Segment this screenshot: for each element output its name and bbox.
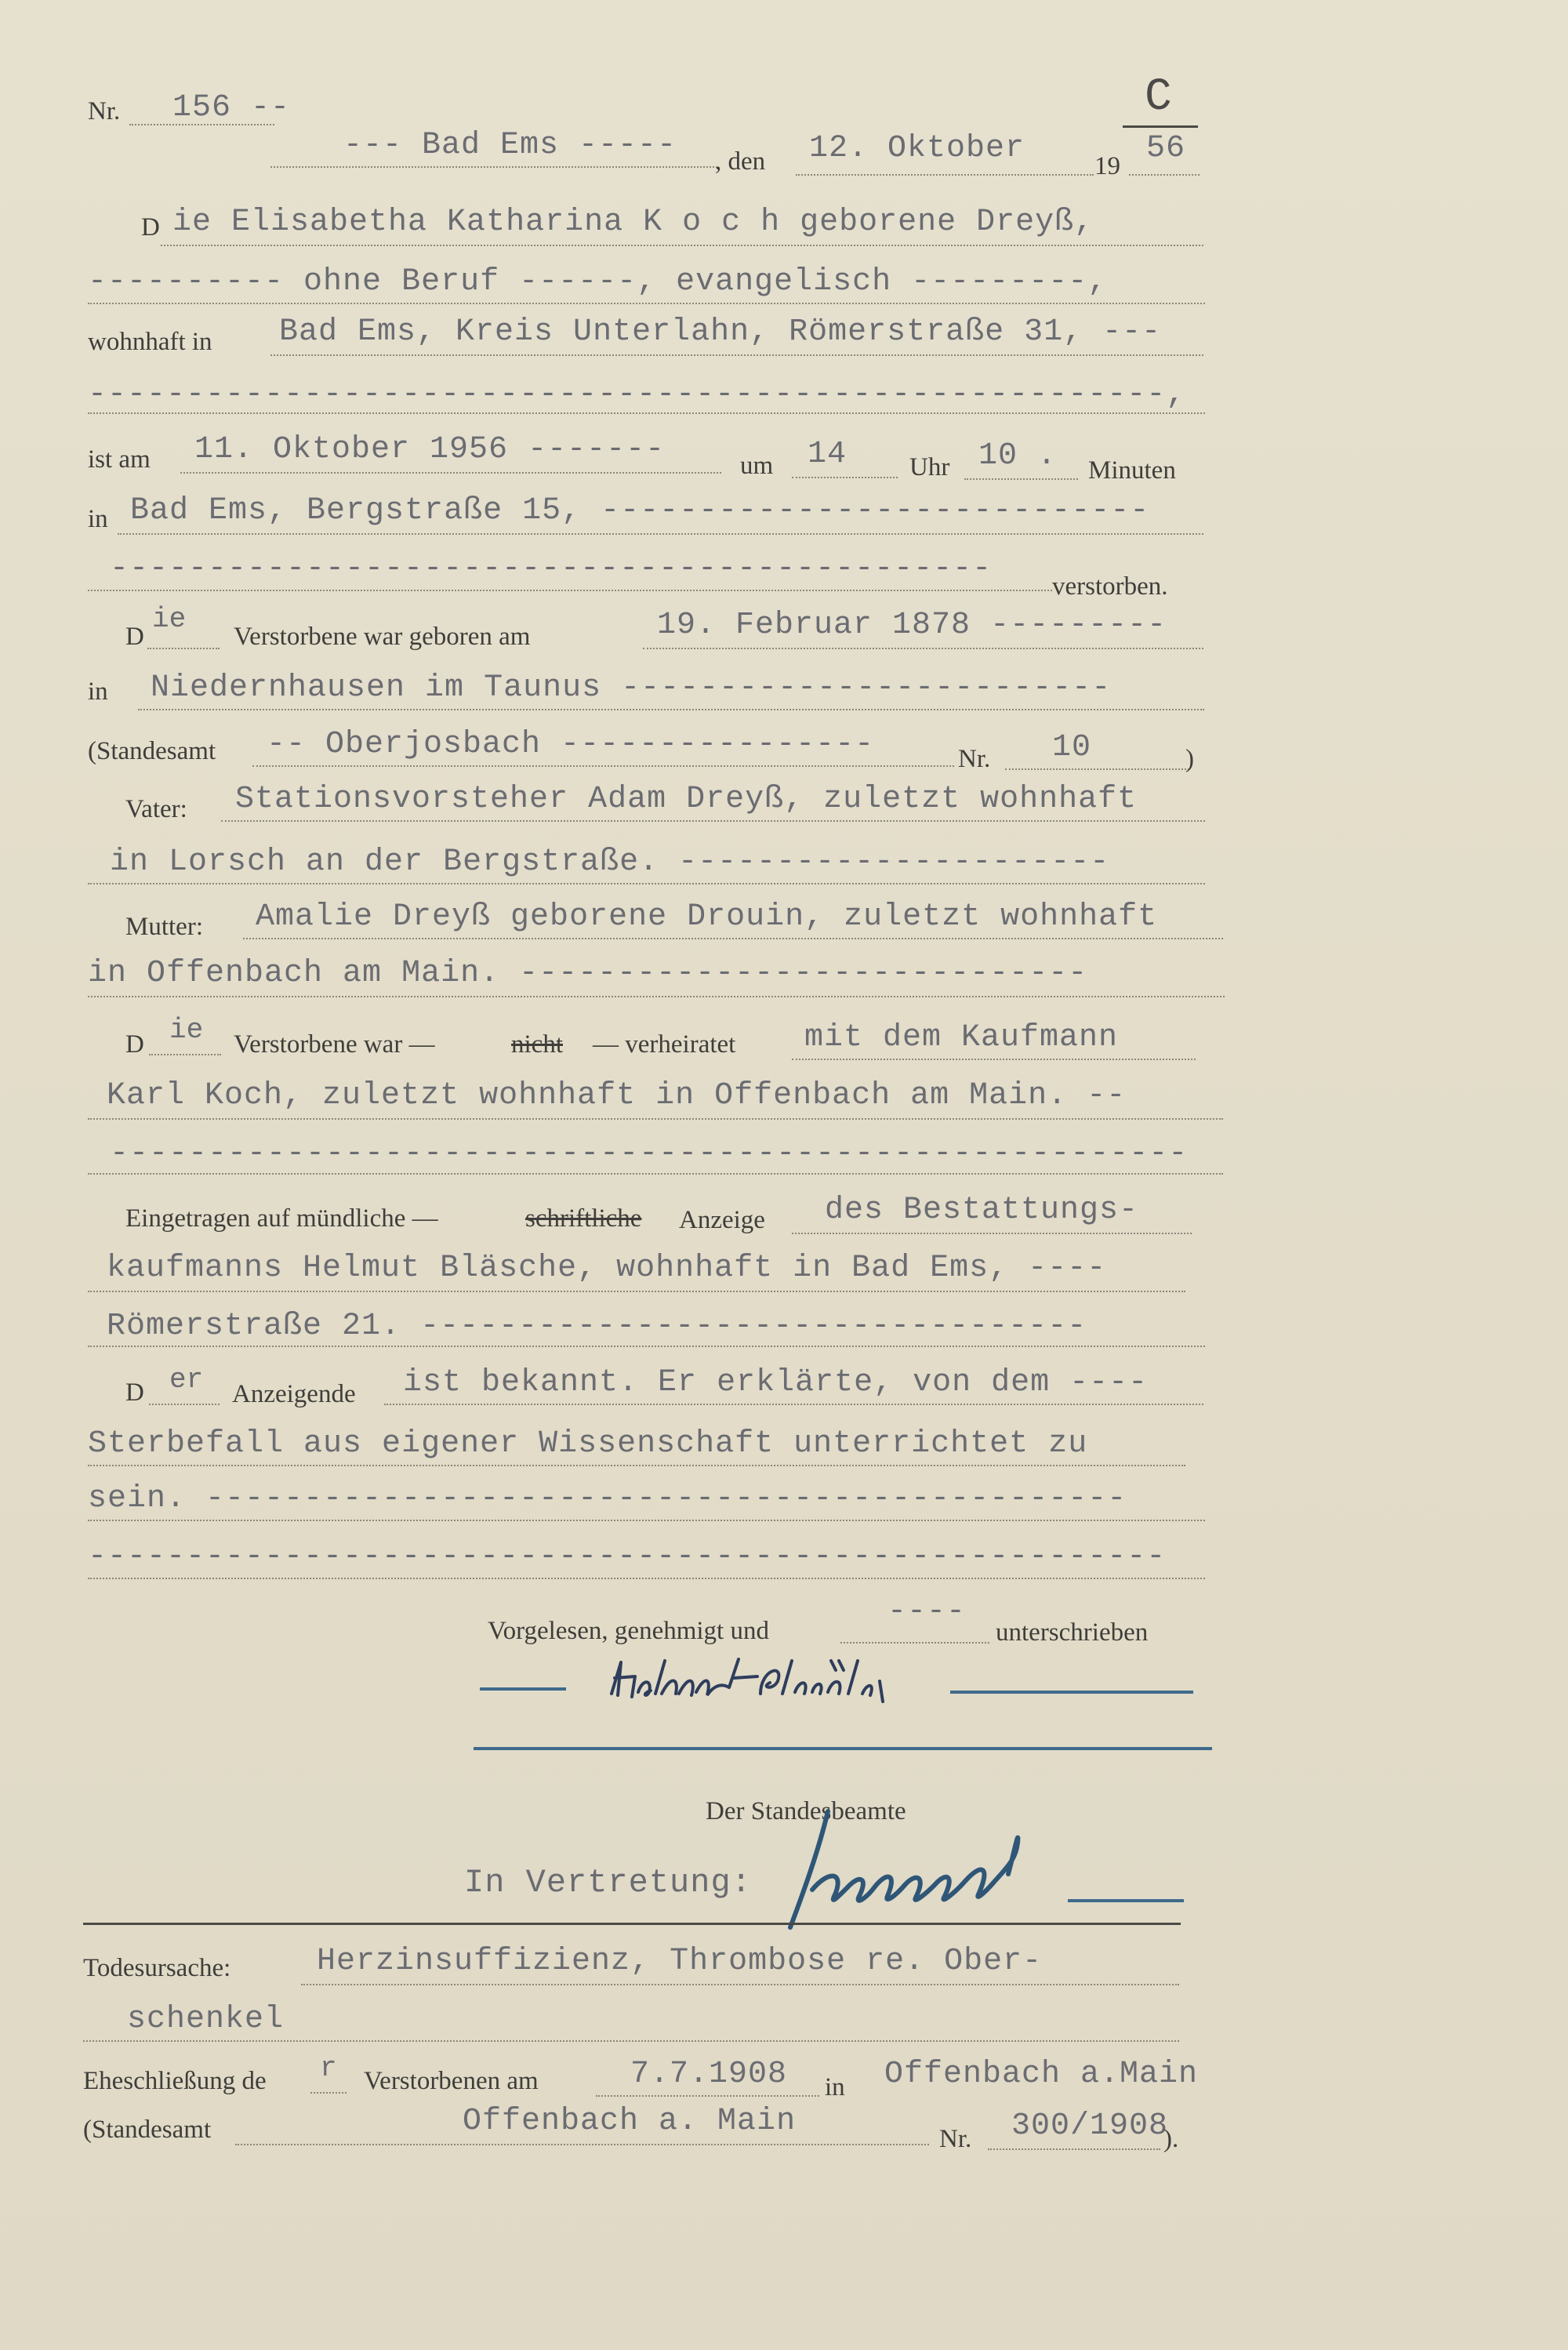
cause-line-1: Herzinsuffizienz, Thrombose re. Ober- [317,1944,1043,1979]
death-date: 11. Oktober 1956 ------- [194,432,666,467]
informant-d-suffix: er [169,1364,204,1396]
mutter-label: Mutter: [125,913,203,941]
year-suffix: 56 [1146,131,1186,166]
birth-place: Niedernhausen im Taunus ------------------------- [151,670,1112,706]
vorgelesen-label: Vorgelesen, genehmigt und [488,1617,769,1645]
mutter-line-2: in Offenbach am Main. ----------------------------- [88,956,1088,991]
informant-line-1: ist bekannt. Er erklärte, von dem ---- [403,1365,1149,1400]
marriage-date: 7.7.1908 [630,2057,788,2092]
registration-label-a: Eingetragen auf mündliche — [125,1204,438,1233]
registration-line-1: des Bestattungs- [825,1193,1139,1228]
eheschliessung-sup: r [320,2052,337,2084]
address-dash-line: -------------------------------------------------------, [88,377,1186,412]
struck-nicht: nicht [511,1030,563,1059]
footer-nr-label: Nr. [939,2125,972,2153]
footer-close: ). [1163,2125,1179,2153]
registration-line-2: kaufmanns Helmut Bläsche, wohnhaft in Bad Ems, ---- [107,1251,1107,1286]
eheschliessung-label-a: Eheschließung de [83,2067,267,2095]
registration-line-3: Römerstraße 21. ---------------------------------- [107,1309,1087,1344]
death-minutes: 10 . [978,438,1058,474]
vorgelesen-blank: ---- [887,1594,967,1629]
registry-date: 12. Oktober [809,131,1025,166]
official-signature [781,1796,1079,1937]
registry-place: --- Bad Ems ----- [343,128,677,163]
marriage-in-label: in [825,2073,845,2101]
cause-label: Todesursache: [83,1954,231,1982]
den-label: , den [715,147,766,176]
death-place-dashes: --------------------------------------------- [110,551,993,587]
informant-signature [604,1647,902,1717]
uhr-label: Uhr [909,453,950,481]
nr-label: Nr. [88,97,121,125]
informant-line-4: ------------------------------------------------------- [88,1539,1167,1575]
married-label-a: Verstorbene war — [234,1030,435,1059]
death-in-label: in [88,505,108,533]
vater-line-2: in Lorsch an der Bergstraße. ---------------------- [110,844,1110,880]
birth-d-suffix: ie [152,603,187,635]
married-label-b: — verheiratet [593,1030,736,1059]
vater-line-1: Stationsvorsteher Adam Dreyß, zuletzt wohnhaft [235,782,1138,817]
verstorben-label: verstorben. [1052,572,1168,601]
unterschrieben-label: unterschrieben [996,1618,1149,1647]
deceased-name: ie Elisabetha Katharina K o c h geborene Dreyß, [172,205,1094,240]
footer-standesamt-label: (Standesamt [83,2116,212,2144]
death-place: Bad Ems, Bergstraße 15, ---------------------------- [130,493,1150,528]
profession-line: ---------- ohne Beruf ------, evangelisch ---------, [88,264,1108,300]
ist-am-label: ist am [88,445,151,474]
marriage-line-2: Karl Koch, zuletzt wohnhaft in Offenbach am Main. -- [107,1078,1127,1113]
anzeigende-label: Anzeigende [232,1380,356,1408]
marriage-line-3: ------------------------------------------------------- [110,1136,1189,1171]
birth-standesamt: -- Oberjosbach ---------------- [267,727,875,762]
birth-date: 19. Februar 1878 --------- [657,608,1167,643]
d-prefix: D [141,213,160,242]
register-letter: C [1145,72,1173,123]
death-hour: 14 [808,437,848,472]
informant-line-2: Sterbefall aus eigener Wissenschaft unterrichtet zu [88,1426,1088,1462]
informant-line-3: sein. ----------------------------------------------- [88,1481,1127,1516]
cause-line-2: schenkel [127,2002,285,2037]
um-label: um [740,452,774,480]
footer-nr: 300/1908 [1011,2108,1169,2144]
marriage-d-prefix: D [125,1030,144,1059]
birth-nr: 10 [1052,730,1092,765]
marriage-d-suffix: ie [169,1014,204,1046]
footer-standesamt: Offenbach a. Main [463,2104,797,2139]
birth-nr-label: Nr. [958,745,991,773]
born-label: Verstorbene war geboren am [234,623,531,651]
birth-close-paren: ) [1185,745,1194,773]
year-prefix: 19 [1094,152,1120,180]
mutter-line-1: Amalie Dreyß geborene Drouin, zuletzt wohnhaft [256,899,1158,935]
marriage-place: Offenbach a.Main [884,2057,1199,2092]
standesbeamte-title: Der Standesbeamte [706,1797,906,1825]
struck-schriftliche: schriftliche [525,1204,642,1233]
marriage-line-1: mit dem Kaufmann [804,1020,1119,1055]
birth-in-label: in [88,677,108,706]
informant-d-prefix: D [125,1378,144,1407]
wohnhaft-label: wohnhaft in [88,328,212,356]
birth-d-prefix: D [125,623,144,651]
nr-value: 156 -- [172,90,291,125]
eheschliessung-label-b: Verstorbenen am [364,2067,539,2095]
minuten-label: Minuten [1088,456,1176,485]
registration-label-b: Anzeige [679,1206,765,1234]
deceased-address: Bad Ems, Kreis Unterlahn, Römerstraße 31, --- [279,314,1162,350]
in-vertretung-label: In Vertretung: [464,1864,752,1901]
birth-standesamt-label: (Standesamt [88,737,216,765]
vater-label: Vater: [125,795,187,823]
